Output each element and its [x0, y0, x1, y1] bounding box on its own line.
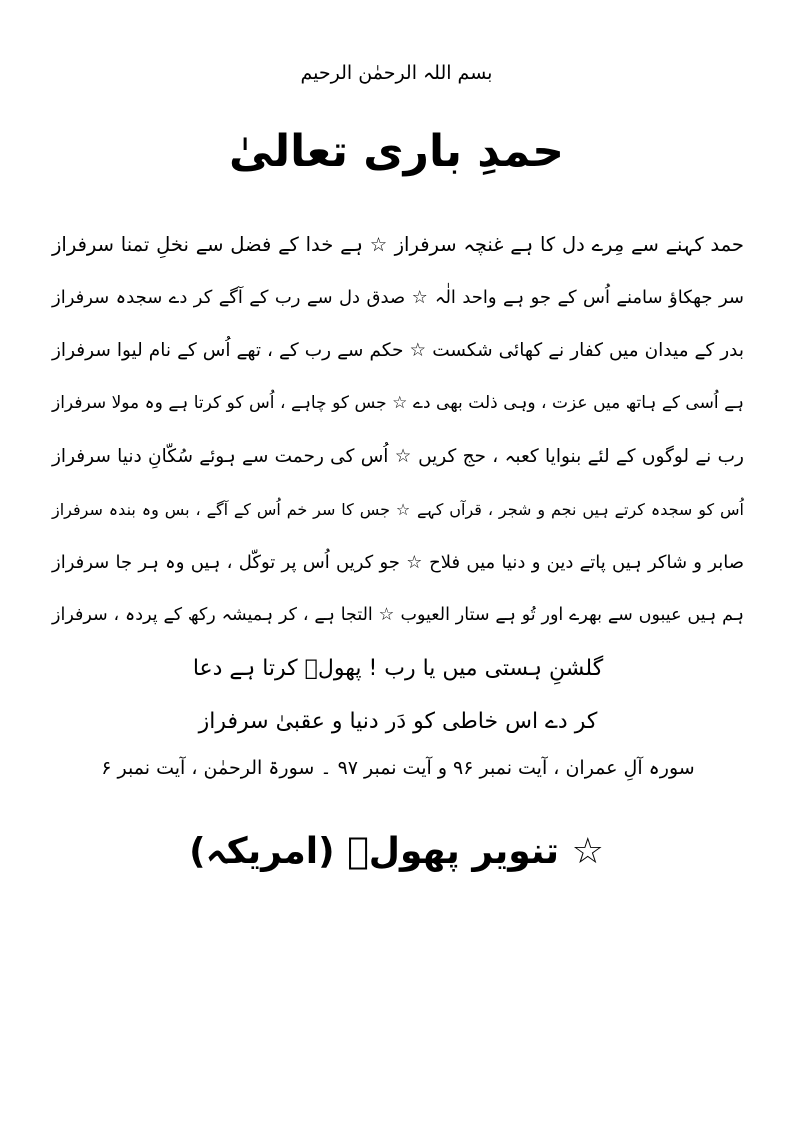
poem-line: حمد کہنے سے مِرے دل کا ہے غنچہ سرفراز ☆ ہے خدا کے فضل سے نخلِ تمنا سرفراز: [52, 233, 744, 256]
poem-body: [52, 218, 744, 748]
poem-line: ہم ہیں عیبوں سے بھرے اور تُو ہے ستار العیوب ☆ التجا ہے ، کر ہمیشہ رکھ کے پردہ ، سرفراز: [52, 605, 744, 625]
quran-reference: سورہ آلِ عمران ، آیت نمبر ۹۶ و آیت نمبر ۹۷ ۔ سورۃ الرحمٰن ، آیت نمبر ۶: [101, 757, 695, 779]
poem-line: اُس کو سجدہ کرتے ہیں نجم و شجر ، قرآں کہے ☆ جس کا سر خم اُس کے آگے ، بس وہ بندہ سرفراز: [52, 500, 744, 519]
poem-line: بدر کے میدان میں کفار نے کھائی شکست ☆ حکم سے رب کے ، تھے اُس کے نام لیوا سرفراز: [52, 340, 744, 361]
bismillah-heading: بسم اللہ الرحمٰن الرحیم: [300, 62, 493, 84]
closing-line: گلشنِ ہستی میں یا رب ! پھولؔ کرتا ہے دعا: [192, 656, 604, 681]
poem-line: ہے اُسی کے ہاتھ میں عزت ، وہی ذلت بھی دے ☆ جس کو چاہے ، اُس کو کرتا ہے وہ مولا سرفراز: [52, 393, 744, 413]
poem-line: رب نے لوگوں کے لئے بنوایا کعبہ ، حج کریں ☆ اُس کی رحمت سے ہوئے سُکّانِ دنیا سرفراز: [52, 446, 744, 467]
poem-title: حمدِ باری تعالیٰ: [229, 126, 564, 177]
poem-line: سر جھکاؤ سامنے اُس کے جو ہے واحد الٰہ ☆ صدق دل سے رب کے آگے کر دے سجدہ سرفراز: [52, 287, 744, 308]
closing-line: کر دے اس خاطی کو دَر دنیا و عقبیٰ سرفراز: [198, 709, 598, 734]
author-signature: ☆ تنویر پھولؔ (امریکہ): [189, 831, 604, 872]
poem-line: صابر و شاکر ہیں پاتے دین و دنیا میں فلاح ☆ جو کریں اُس پر توکّل ، ہیں وہ ہر جا سرفراز: [52, 552, 744, 573]
